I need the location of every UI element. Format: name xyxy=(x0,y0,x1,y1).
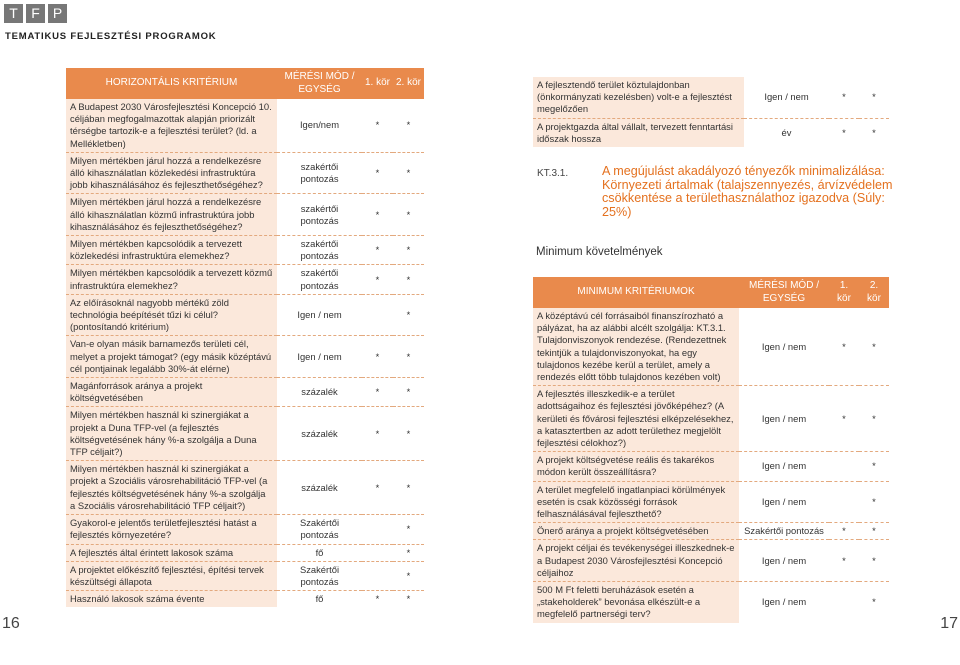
criterion-cell: Milyen mértékben kapcsolódik a tervezett közmű infrastruktúra elemekhez? xyxy=(66,265,277,294)
table-row xyxy=(66,265,424,294)
round2-cell: * xyxy=(859,77,889,118)
table-header-row xyxy=(66,68,424,99)
table-row xyxy=(66,236,424,265)
criterion-cell: A terület megfelelő ingatlanpiaci körülmények esetén is csak közösségi források felhasználásával fejleszthető? xyxy=(533,481,739,523)
right-top-criteria-table xyxy=(533,77,889,147)
page-number-right: 17 xyxy=(940,615,958,632)
method-cell: fő xyxy=(277,544,362,561)
round1-cell: * xyxy=(375,593,380,605)
method-cell: fő xyxy=(315,593,324,605)
page-number-left: 16 xyxy=(2,615,20,632)
round1-cell: * xyxy=(362,265,393,294)
table-row xyxy=(66,336,424,378)
round2-cell: * xyxy=(872,126,876,138)
table-row xyxy=(66,461,424,515)
round2-cell: * xyxy=(393,265,424,294)
criterion-cell: Az előírásoknál nagyobb mértékű zöld technológia beépítését tűzi ki célul? (pontosítandó kritérium) xyxy=(66,294,277,336)
table-row xyxy=(66,152,424,194)
round1-cell: * xyxy=(842,126,846,138)
table-row xyxy=(533,481,889,523)
method-cell: Igen / nem xyxy=(739,540,829,582)
header-round1: 1. kör xyxy=(362,68,393,99)
table-row xyxy=(533,118,889,147)
table-row xyxy=(66,544,424,561)
logo-letter-p: P xyxy=(48,4,67,23)
method-cell: Igen / nem xyxy=(277,336,362,378)
table-row xyxy=(66,561,424,590)
criterion-cell: Gyakorol-e jelentős területfejlesztési hatást a fejlesztés környezetére? xyxy=(66,515,277,544)
round2-cell: * xyxy=(393,194,424,236)
round2-cell: * xyxy=(393,461,424,515)
method-cell: Igen / nem xyxy=(761,596,807,608)
round1-cell: * xyxy=(829,523,859,540)
criterion-cell: A projekt költségvetése reális és takarékos módon került összeállításra? xyxy=(533,452,739,481)
table-row xyxy=(533,540,889,582)
round1-cell: * xyxy=(362,378,393,407)
header-method: MÉRÉSI MÓD / EGYSÉG xyxy=(739,277,829,308)
round2-cell: * xyxy=(859,523,889,540)
criterion-cell: Van-e olyan másik barnamezős területi cél, melyet a projekt támogat? (egy másik középtávú cél pontjainak legalább 30%-át elérne) xyxy=(66,336,277,378)
criterion-cell: Magánforrások aránya a projekt költségvetésében xyxy=(66,378,277,407)
method-cell: szakértői pontozás xyxy=(277,194,362,236)
horizontal-criteria-table xyxy=(66,68,424,607)
method-cell: százalék xyxy=(277,407,362,461)
minimum-requirements-heading: Minimum követelmények xyxy=(536,246,663,258)
header-criterion: HORIZONTÁLIS KRITÉRIUM xyxy=(66,68,277,99)
round1-cell xyxy=(362,544,393,561)
method-cell: Igen / nem xyxy=(739,308,829,386)
round2-cell: * xyxy=(393,407,424,461)
header-criterion: MINIMUM KRITÉRIUMOK xyxy=(533,277,739,308)
criterion-cell: A fejlesztendő terület köztulajdonban (önkormányzati kezelésben) volt-e a fejlesztést megelőzően xyxy=(533,77,744,118)
round2-cell: * xyxy=(393,294,424,336)
method-cell: Szakértői pontozás xyxy=(739,523,829,540)
table-row xyxy=(66,407,424,461)
table-row xyxy=(66,194,424,236)
round2-cell: * xyxy=(406,593,411,605)
method-cell: Szakértői pontozás xyxy=(277,561,362,590)
header-method: MÉRÉSI MÓD / EGYSÉG xyxy=(277,68,362,99)
round2-cell: * xyxy=(393,99,424,152)
round2-cell: * xyxy=(393,544,424,561)
method-cell: Szakértői pontozás xyxy=(277,515,362,544)
round1-cell: * xyxy=(362,236,393,265)
method-cell: Igen / nem xyxy=(739,386,829,452)
criterion-cell: Milyen mértékben kapcsolódik a tervezett közlekedési infrastruktúra elemekhez? xyxy=(66,236,277,265)
criterion-cell: A fejlesztés által érintett lakosok száma xyxy=(66,544,277,561)
table-row xyxy=(66,591,424,608)
criterion-cell: A fejlesztés illeszkedik-e a terület adottságaihoz és fejlesztési jövőképéhez? (A kerületi és fővárosi fejlesztési elképzelésekhez, a katasztertben az adott területhez megjelölt fejlesztési célokhoz?) xyxy=(533,386,739,452)
criterion-cell: Önerő aránya a projekt költségvetésében xyxy=(533,523,739,540)
round1-cell xyxy=(829,582,859,623)
logo-letter-t: T xyxy=(4,4,23,23)
round1-cell xyxy=(362,294,393,336)
method-cell: Igen / nem xyxy=(739,452,829,481)
round2-cell: * xyxy=(393,561,424,590)
round2-cell: * xyxy=(859,308,889,386)
round1-cell: * xyxy=(362,336,393,378)
round2-cell: * xyxy=(393,236,424,265)
round2-cell: * xyxy=(393,378,424,407)
method-cell: százalék xyxy=(277,461,362,515)
round2-cell: * xyxy=(393,152,424,194)
round2-cell: * xyxy=(393,336,424,378)
table-row xyxy=(533,308,889,386)
round2-cell: * xyxy=(859,481,889,523)
round2-cell: * xyxy=(393,515,424,544)
round1-cell: * xyxy=(362,461,393,515)
round1-cell xyxy=(829,481,859,523)
round1-cell: * xyxy=(362,407,393,461)
round1-cell xyxy=(362,561,393,590)
method-cell: év xyxy=(781,126,792,138)
header-round1: 1. kör xyxy=(829,277,859,308)
round1-cell xyxy=(362,515,393,544)
round1-cell: * xyxy=(362,99,393,152)
round1-cell: * xyxy=(829,386,859,452)
method-cell: Igen / nem xyxy=(277,294,362,336)
minimum-criteria-table xyxy=(533,277,889,623)
table-row xyxy=(66,515,424,544)
method-cell: százalék xyxy=(277,378,362,407)
table-row xyxy=(66,294,424,336)
criterion-cell: A projekt céljai és tevékenységei illeszkednek-e a Budapest 2030 Városfejlesztési Koncepció céljaihoz xyxy=(533,540,739,582)
table-row xyxy=(533,582,889,623)
header-round2: 2. kör xyxy=(859,277,889,308)
method-cell: Igen / nem xyxy=(744,77,829,118)
table-header-row xyxy=(533,277,889,308)
table-row xyxy=(533,523,889,540)
round1-cell: * xyxy=(829,77,859,118)
criterion-cell: Használó lakosok száma évente xyxy=(66,591,277,608)
criterion-cell: A középtávú cél forrásaiból finanszírozható a pályázat, ha az alábbi alcélt szolgálja: KT.3.1. Tulajdonviszonyok rendezése. (Rendezettnek tekintjük a tulajdonviszonyokat, ha egy tulajdonos kezébe kerül a terület, amely a rendezés előtt több tulajdonos kezében volt) xyxy=(533,308,739,386)
criterion-cell: Milyen mértékben járul hozzá a rendelkezésre álló kihasználatlan közlekedési infrastruktúra jobb kihasználásához és fejleszthetőségéhez? xyxy=(66,152,277,194)
criterion-cell: Milyen mértékben járul hozzá a rendelkezésre álló kihasználatlan közmű infrastruktúra jobb kihasználásához és fejleszthetőségéhez? xyxy=(66,194,277,236)
tfp-logo xyxy=(4,4,67,23)
header-round2: 2. kör xyxy=(393,68,424,99)
criterion-cell: A Budapest 2030 Városfejlesztési Koncepció 10. céljában megfogalmazottak alapján priorizált térségbe tartozik-e a fejlesztési terület? (ld. a Mellékletben) xyxy=(66,99,277,152)
section-title: A megújulást akadályozó tényezők minimalizálása: Környezeti ártalmak (talajszennyezés, árvízvédelem csökkentése a területhasználathoz igazodva (Súly: 25%) xyxy=(602,164,893,219)
table-row xyxy=(533,386,889,452)
method-cell: szakértői pontozás xyxy=(277,265,362,294)
program-subtitle: TEMATIKUS FEJLESZTÉSI PROGRAMOK xyxy=(5,31,217,42)
round1-cell: * xyxy=(829,540,859,582)
criterion-cell: Milyen mértékben használ ki szinergiákat a projekt a Duna TFP-vel (a fejlesztés költségvetésének hány %-a szolgálja a Duna TFP céljait?) xyxy=(66,407,277,461)
table-row xyxy=(533,452,889,481)
round1-cell xyxy=(829,452,859,481)
method-cell: Igen/nem xyxy=(277,99,362,152)
table-row xyxy=(66,378,424,407)
method-cell: szakértői pontozás xyxy=(277,152,362,194)
criterion-cell: Milyen mértékben használ ki szinergiákat a projekt a Szociális városrehabilitáció TFP-vel (a fejlesztés költségvetésének hány %-a szolgálja a Szociális városrehabilitáció TFP céljait?) xyxy=(66,461,277,515)
criterion-cell: 500 M Ft feletti beruházások esetén a „stakeholderek” bevonása elkészült-e a megfelelő partnerségi terv? xyxy=(533,582,739,623)
criterion-cell: A projektet előkészítő fejlesztési, építési tervek készültségi állapota xyxy=(66,561,277,590)
method-cell: szakértői pontozás xyxy=(277,236,362,265)
round1-cell: * xyxy=(829,308,859,386)
round2-cell: * xyxy=(859,540,889,582)
table-row xyxy=(533,77,889,118)
round2-cell: * xyxy=(859,386,889,452)
logo-letter-f: F xyxy=(26,4,45,23)
table-row xyxy=(66,99,424,152)
round1-cell: * xyxy=(362,152,393,194)
section-code: KT.3.1. xyxy=(537,168,569,179)
round2-cell: * xyxy=(872,596,876,608)
round2-cell: * xyxy=(859,452,889,481)
method-cell: Igen / nem xyxy=(739,481,829,523)
round1-cell: * xyxy=(362,194,393,236)
criterion-cell: A projektgazda által vállalt, tervezett fenntartási időszak hossza xyxy=(533,118,744,147)
